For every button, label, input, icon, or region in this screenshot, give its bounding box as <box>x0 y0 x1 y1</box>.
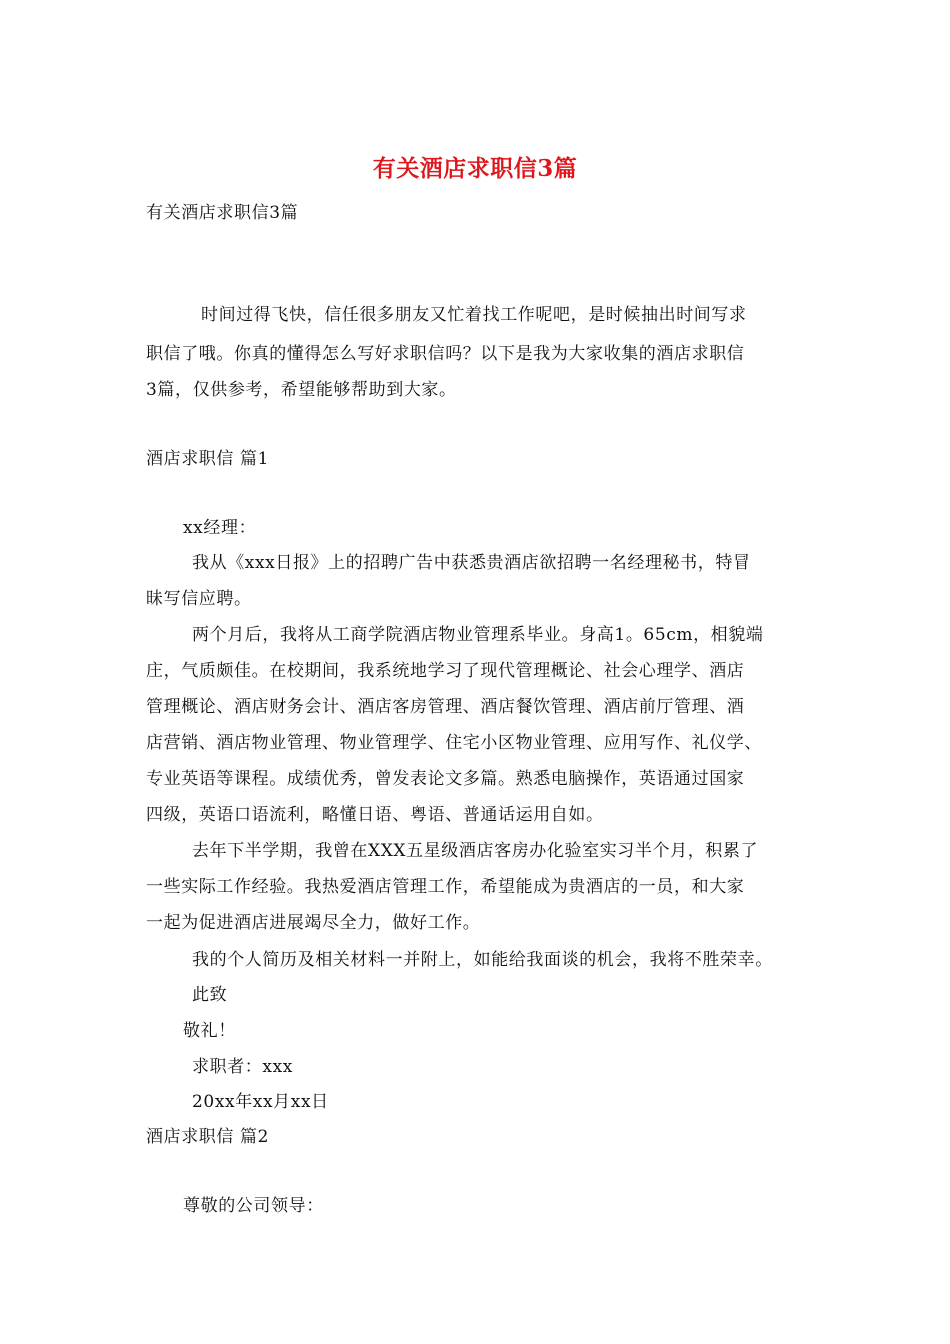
letter-salutation: 尊敬的公司领导： <box>183 1196 324 1216</box>
letter-date: 20xx年xx月xx日 <box>192 1092 329 1112</box>
letter-paragraph-line: 管理概论、酒店财务会计、酒店客房管理、酒店餐饮管理、酒店前厅管理、酒 <box>146 697 745 717</box>
letter-signature: 求职者：xxx <box>192 1057 293 1077</box>
letter-paragraph-line: 店营销、酒店物业管理、物业管理学、住宅小区物业管理、应用写作、礼仪学、 <box>146 733 762 753</box>
letter-paragraph-line: 我的个人简历及相关材料一并附上，如能给我面谈的机会，我将不胜荣幸。 <box>192 950 773 970</box>
document-title: 有关酒店求职信3篇 <box>372 155 578 182</box>
intro-line: 3篇，仅供参考，希望能够帮助到大家。 <box>146 380 457 400</box>
letter-paragraph-line: 去年下半学期，我曾在XXX五星级酒店客房办化验室实习半个月，积累了 <box>192 841 759 861</box>
intro-line: 职信了哦。你真的懂得怎么写好求职信吗？以下是我为大家收集的酒店求职信 <box>146 344 745 364</box>
section-heading-1: 酒店求职信 篇1 <box>146 449 270 469</box>
letter-paragraph-line: 一些实际工作经验。我热爱酒店管理工作，希望能成为贵酒店的一员，和大家 <box>146 877 745 897</box>
letter-paragraph-line: 四级，英语口语流利，略懂日语、粤语、普通话运用自如。 <box>146 805 604 825</box>
letter-paragraph-line: 专业英语等课程。成绩优秀，曾发表论文多篇。熟悉电脑操作，英语通过国家 <box>146 769 745 789</box>
letter-closing: 敬礼！ <box>183 1021 236 1041</box>
letter-salutation: xx经理： <box>183 518 257 538</box>
document-subtitle: 有关酒店求职信3篇 <box>146 203 299 223</box>
letter-paragraph-line: 我从《xxx日报》上的招聘广告中获悉贵酒店欲招聘一名经理秘书，特冒 <box>192 553 751 573</box>
letter-paragraph-line: 昧写信应聘。 <box>146 589 252 609</box>
letter-paragraph-line: 庄，气质颇佳。在校期间，我系统地学习了现代管理概论、社会心理学、酒店 <box>146 661 745 681</box>
section-heading-2: 酒店求职信 篇2 <box>146 1127 270 1147</box>
letter-paragraph-line: 一起为促进酒店进展竭尽全力，做好工作。 <box>146 913 481 933</box>
letter-paragraph-line: 两个月后，我将从工商学院酒店物业管理系毕业。身高1。65cm，相貌端 <box>192 625 764 645</box>
letter-closing: 此致 <box>192 985 228 1005</box>
intro-line: 时间过得飞快，信任很多朋友又忙着找工作呢吧，是时候抽出时间写求 <box>201 305 747 325</box>
